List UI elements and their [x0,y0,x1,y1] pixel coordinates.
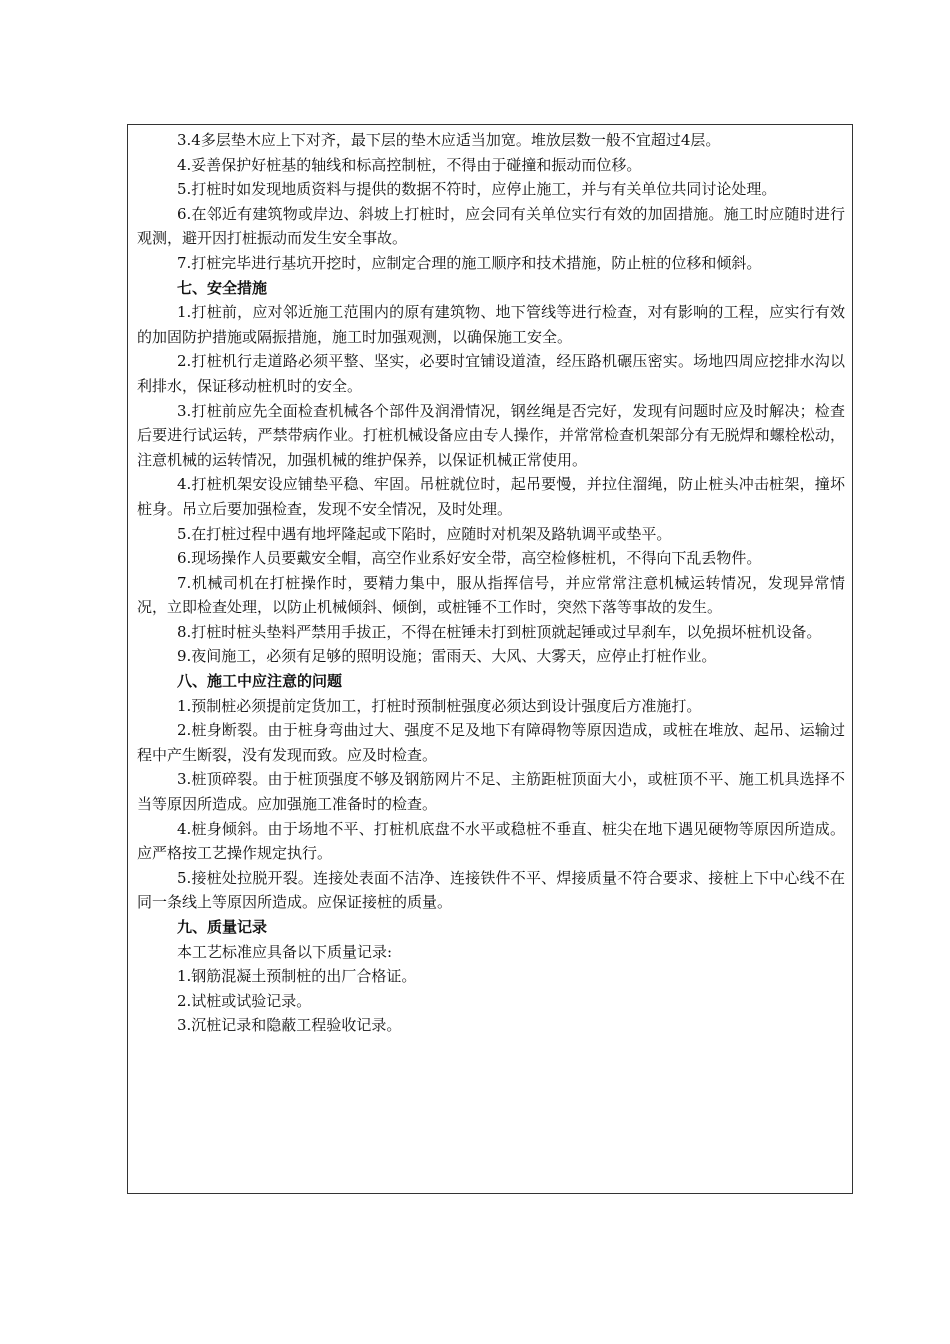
paragraph: 7.打桩完毕进行基坑开挖时，应制定合理的施工顺序和技术措施，防止桩的位移和倾斜。 [177,253,762,272]
paragraph: 1.预制桩必须提前定货加工，打桩时预制桩强度必须达到设计强度后方准施打。 [177,696,702,715]
paragraph: 3.4多层垫木应上下对齐，最下层的垫木应适当加宽。堆放层数一般不宜超过4层。 [177,131,721,149]
paragraph: 6.现场操作人员要戴安全帽，高空作业系好安全带，高空检修桩机，不得向下乱丢物件。 [177,549,762,568]
paragraph: 4.打桩机架安设应铺垫平稳、牢固。吊桩就位时，起吊要慢，并拉住溜绳，防止桩头冲击桩架，撞坏桩身。吊立后要加强检查，发现不安全情况，及时处理。 [137,475,845,518]
paragraph: 7.机械司机在打桩操作时，要精力集中，服从指挥信号，并应常常注意机械运转情况，发现异常情况，立即检查处理，以防止机械倾斜、倾倒，或桩锤不工作时，突然下落等事故的发生。 [137,573,845,617]
paragraph: 2.桩身断裂。由于桩身弯曲过大、强度不足及地下有障碍物等原因造成，或桩在堆放、起吊、运输过程中产生断裂，没有发现而致。应及时检查。 [137,721,845,764]
paragraph: 8.打桩时桩头垫料严禁用手拔正，不得在桩锤未打到桩顶就起锤或过早刹车，以免损坏桩机设备。 [177,622,822,641]
paragraph: 4.妥善保护好桩基的轴线和标高控制桩，不得由于碰撞和振动而位移。 [177,155,642,174]
document-body [137,128,845,1038]
paragraph: 3.桩顶碎裂。由于桩顶强度不够及钢筋网片不足、主筋距桩顶面大小，或桩顶不平、施工机具选择不当等原因所造成。应加强施工准备时的检查。 [137,770,845,814]
paragraph: 1.钢筋混凝土预制桩的出厂合格证。 [177,967,417,986]
paragraph: 6.在邻近有建筑物或岸边、斜坡上打桩时，应会同有关单位实行有效的加固措施。施工时应随时进行观测，避开因打桩振动而发生安全事故。 [137,204,845,248]
paragraph: 5.接桩处拉脱开裂。连接处表面不洁净、连接铁件不平、焊接质量不符合要求、接桩上下中心线不在同一条线上等原因所造成。应保证接桩的质量。 [137,868,845,912]
paragraph: 2.试桩或试验记录。 [177,991,312,1010]
paragraph: 3.打桩前应先全面检查机械各个部件及润滑情况，钢丝绳是否完好，发现有问题时应及时解决；检查后要进行试运转，严禁带病作业。打桩机械设备应由专人操作，并常常检查机架部分有无脱焊和螺栓松动，注意机械的运转情况，加强机械的维护保养，以保证机械正常使用。 [137,401,845,469]
section-heading-quality-records: 九、质量记录 [177,918,268,936]
paragraph: 2.打桩机行走道路必须平整、坚实，必要时宜铺设道渣，经压路机碾压密实。场地四周应挖排水沟以利排水，保证移动桩机时的安全。 [137,352,845,395]
paragraph: 1.打桩前，应对邻近施工范围内的原有建筑物、地下管线等进行检查，对有影响的工程，应实行有效的加固防护措施或隔振措施，施工时加强观测，以确保施工安全。 [137,303,845,346]
paragraph: 本工艺标准应具备以下质量记录: [177,942,393,961]
paragraph: 3.沉桩记录和隐蔽工程验收记录。 [177,1016,402,1035]
section-heading-issues: 八、施工中应注意的问题 [177,672,343,691]
paragraph: 9.夜间施工，必须有足够的照明设施；雷雨天、大风、大雾天，应停止打桩作业。 [177,647,717,666]
section-heading-safety: 七、安全措施 [177,278,268,297]
paragraph: 5.在打桩过程中遇有地坪隆起或下陷时，应随时对机架及路轨调平或垫平。 [177,524,672,543]
paragraph: 5.打桩时如发现地质资料与提供的数据不符时，应停止施工，并与有关单位共同讨论处理。 [177,180,777,199]
paragraph: 4.桩身倾斜。由于场地不平、打桩机底盘不水平或稳桩不垂直、桩尖在地下遇见硬物等原因所造成。应严格按工艺操作规定执行。 [137,819,845,863]
